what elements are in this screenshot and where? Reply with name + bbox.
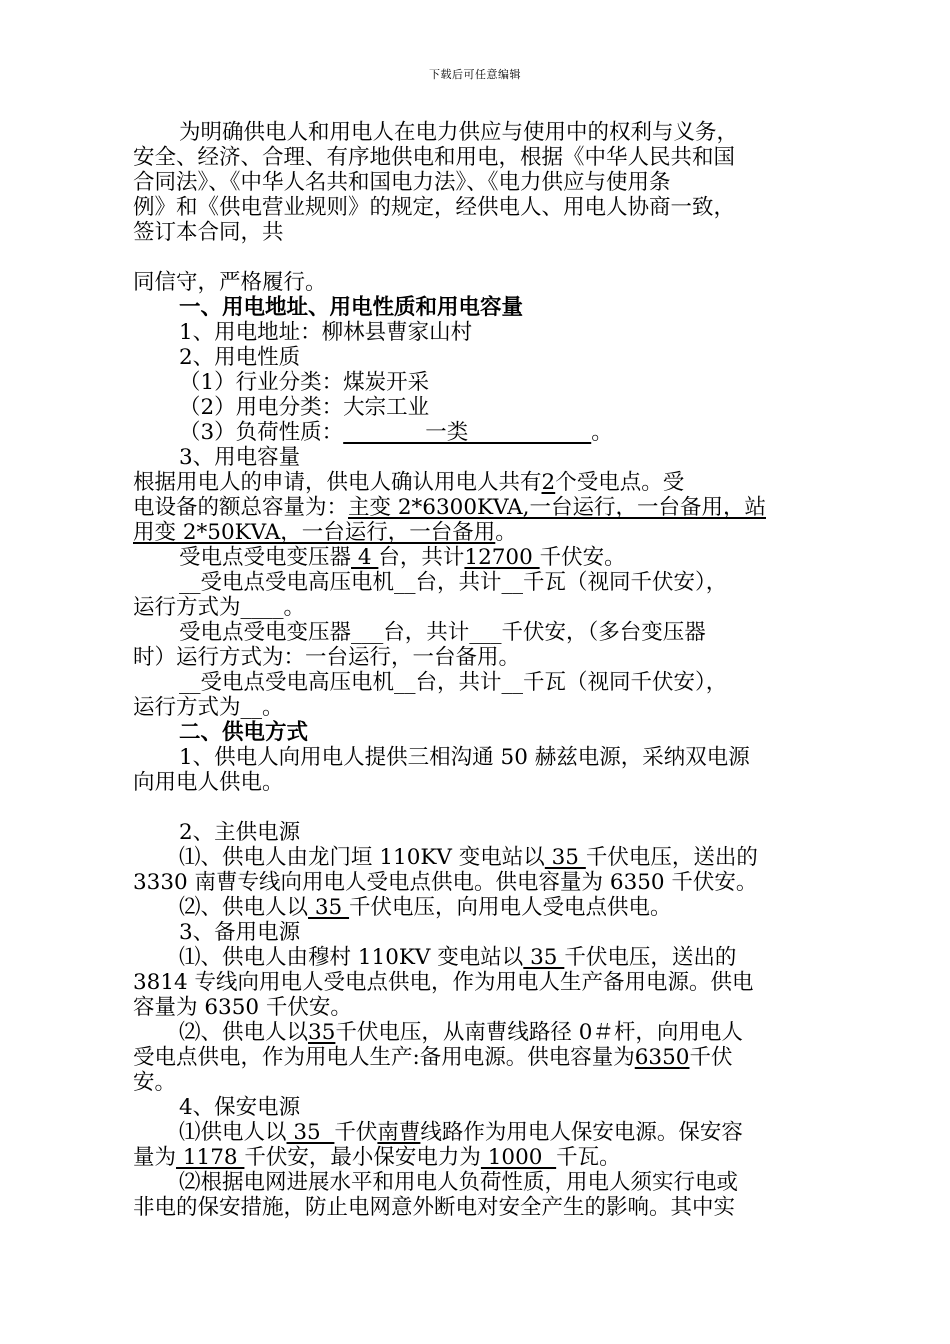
paragraph-line: 向用电人供电。: [133, 770, 284, 795]
text-run: 个受电点。受: [555, 470, 685, 495]
blank-line: [133, 795, 817, 820]
paragraph-line: [133, 1145, 817, 1170]
paragraph-line: [133, 1120, 817, 1145]
paragraph-line: [133, 1020, 817, 1045]
text-run: 千伏电压，从南曹线路径 0＃杆，向用电人: [335, 1020, 743, 1045]
paragraph-line: [133, 845, 817, 870]
filled-blank: 35: [286, 1120, 335, 1145]
filled-blank: 南曹: [377, 1120, 421, 1145]
filled-blank: 35: [308, 1020, 336, 1045]
text-run: 线路作为用电人保安电源。保安容: [420, 1120, 743, 1145]
paragraph-line: 安全、经济、合理、有序地供电和用电，根据《中华人民共和国: [133, 145, 736, 170]
paragraph-line: 3814 专线向用电人受电点供电，作为用电人生产备用电源。供电: [133, 970, 754, 995]
paragraph-line: 合同法》、《中华人名共和国电力法》、《电力供应与使用条: [133, 170, 671, 195]
text-run: ⑴、供电人由龙门垣 110KV 变电站以: [179, 845, 545, 870]
paragraph-line: 为明确供电人和用电人在电力供应与使用中的权利与义务，: [179, 120, 739, 145]
page-header: 下载后可任意编辑: [429, 68, 521, 81]
paragraph-line: 时）运行方式为：一台运行，一台备用。: [133, 645, 521, 670]
paragraph-line: 2、用电性质: [179, 345, 301, 370]
paragraph-line: __受电点受电高压电机__台，共计__千瓦（视同千伏安），: [179, 670, 728, 695]
text-run: ⑵、供电人以: [179, 1020, 309, 1045]
paragraph-line: [133, 420, 817, 445]
contract-body: [133, 120, 817, 1220]
paragraph-line: 签订本合同，共: [133, 220, 284, 245]
filled-blank: 1000: [480, 1145, 557, 1170]
text-run: 千伏安，最小保安电力为: [244, 1145, 481, 1170]
filled-blank: 6350: [634, 1045, 690, 1070]
paragraph-line: [133, 945, 817, 970]
text-run: 千伏: [689, 1045, 733, 1070]
filled-blank: 用变 2*50KVA，一台运行，一台备用: [133, 520, 496, 545]
paragraph-line: （2）用电分类：大宗工业: [179, 395, 430, 420]
paragraph-line: [133, 520, 817, 545]
text-run: ⑴、供电人由穆村 110KV 变电站以: [179, 945, 524, 970]
paragraph-line: [133, 495, 817, 520]
filled-blank: 2: [541, 470, 556, 495]
paragraph-line: 1、用电地址：柳林县曹家山村: [179, 320, 473, 345]
filled-blank: 35: [523, 945, 565, 970]
paragraph-line: 3330 南曹专线向用电人受电点供电。供电容量为 6350 千伏安。: [133, 870, 758, 895]
text-run: 受电点供电，作为用电人生产:备用电源。供电容量为: [133, 1045, 635, 1070]
filled-blank: 12700: [464, 545, 540, 570]
filled-blank: 主变 2*6300KVA,一台运行，一台备用，站: [348, 495, 766, 520]
text-run: 电设备的额总容量为：: [133, 495, 349, 520]
paragraph-line: 非电的保安措施，防止电网意外断电对安全产生的影响。其中实: [133, 1195, 736, 1220]
filled-blank: 4: [351, 545, 379, 570]
text-run: ⑵、供电人以: [179, 895, 309, 920]
section-heading-2: 二、供电方式: [179, 720, 309, 745]
filled-blank: 35: [544, 845, 586, 870]
paragraph-line: 4、保安电源: [179, 1095, 301, 1120]
text-run: 千伏电压，向用电人受电点供电。: [349, 895, 672, 920]
paragraph-line: 例》和《供电营业规则》的规定，经供电人、用电人协商一致，: [133, 195, 736, 220]
paragraph-line: 2、主供电源: [179, 820, 301, 845]
text-run: 千伏: [334, 1120, 378, 1145]
text-run: 千伏电压，送出的: [564, 945, 737, 970]
text-run: 根据用电人的申请，供电人确认用电人共有: [133, 470, 542, 495]
text-run: 千伏安。: [539, 545, 626, 570]
paragraph-line: 运行方式为__。: [133, 695, 284, 720]
filled-blank: 1178: [176, 1145, 245, 1170]
paragraph-line: [133, 1045, 817, 1070]
section-heading-1: 一、用电地址、用电性质和用电容量: [179, 295, 524, 320]
text-run: ⑴供电人以: [179, 1120, 287, 1145]
paragraph-line: （1）行业分类：煤炭开采: [179, 370, 430, 395]
paragraph-line: [133, 545, 817, 570]
text-run: 台，共计: [378, 545, 465, 570]
paragraph-line: 受电点受电变压器___台，共计___千伏安，（多台变压器: [179, 620, 706, 645]
paragraph-line: 1、供电人向用电人提供三相沟通 50 赫兹电源，采纳双电源: [179, 745, 750, 770]
text-run: 受电点受电变压器: [179, 545, 352, 570]
paragraph-line: 3、备用电源: [179, 920, 301, 945]
paragraph-line: ⑵根据电网进展水平和用电人负荷性质，用电人须实行电或: [179, 1170, 739, 1195]
paragraph-line: [133, 470, 817, 495]
filled-blank: 35: [308, 895, 350, 920]
filled-blank: 一类: [343, 420, 592, 445]
paragraph-line: 安。: [133, 1070, 177, 1095]
text-run: 量为: [133, 1145, 177, 1170]
text-run: 。: [591, 420, 613, 445]
paragraph-line: 容量为 6350 千伏安。: [133, 995, 352, 1020]
paragraph-line: 运行方式为____。: [133, 595, 306, 620]
text-run: （3）负荷性质：: [179, 420, 344, 445]
blank-line: [133, 245, 817, 270]
text-run: 。: [495, 520, 517, 545]
paragraph-line: [133, 895, 817, 920]
paragraph-line: 3、用电容量: [179, 445, 301, 470]
text-run: 千瓦。: [556, 1145, 621, 1170]
paragraph-line: __受电点受电高压电机__台，共计__千瓦（视同千伏安），: [179, 570, 728, 595]
paragraph-line: 同信守，严格履行。: [133, 270, 327, 295]
text-run: 千伏电压，送出的: [585, 845, 758, 870]
